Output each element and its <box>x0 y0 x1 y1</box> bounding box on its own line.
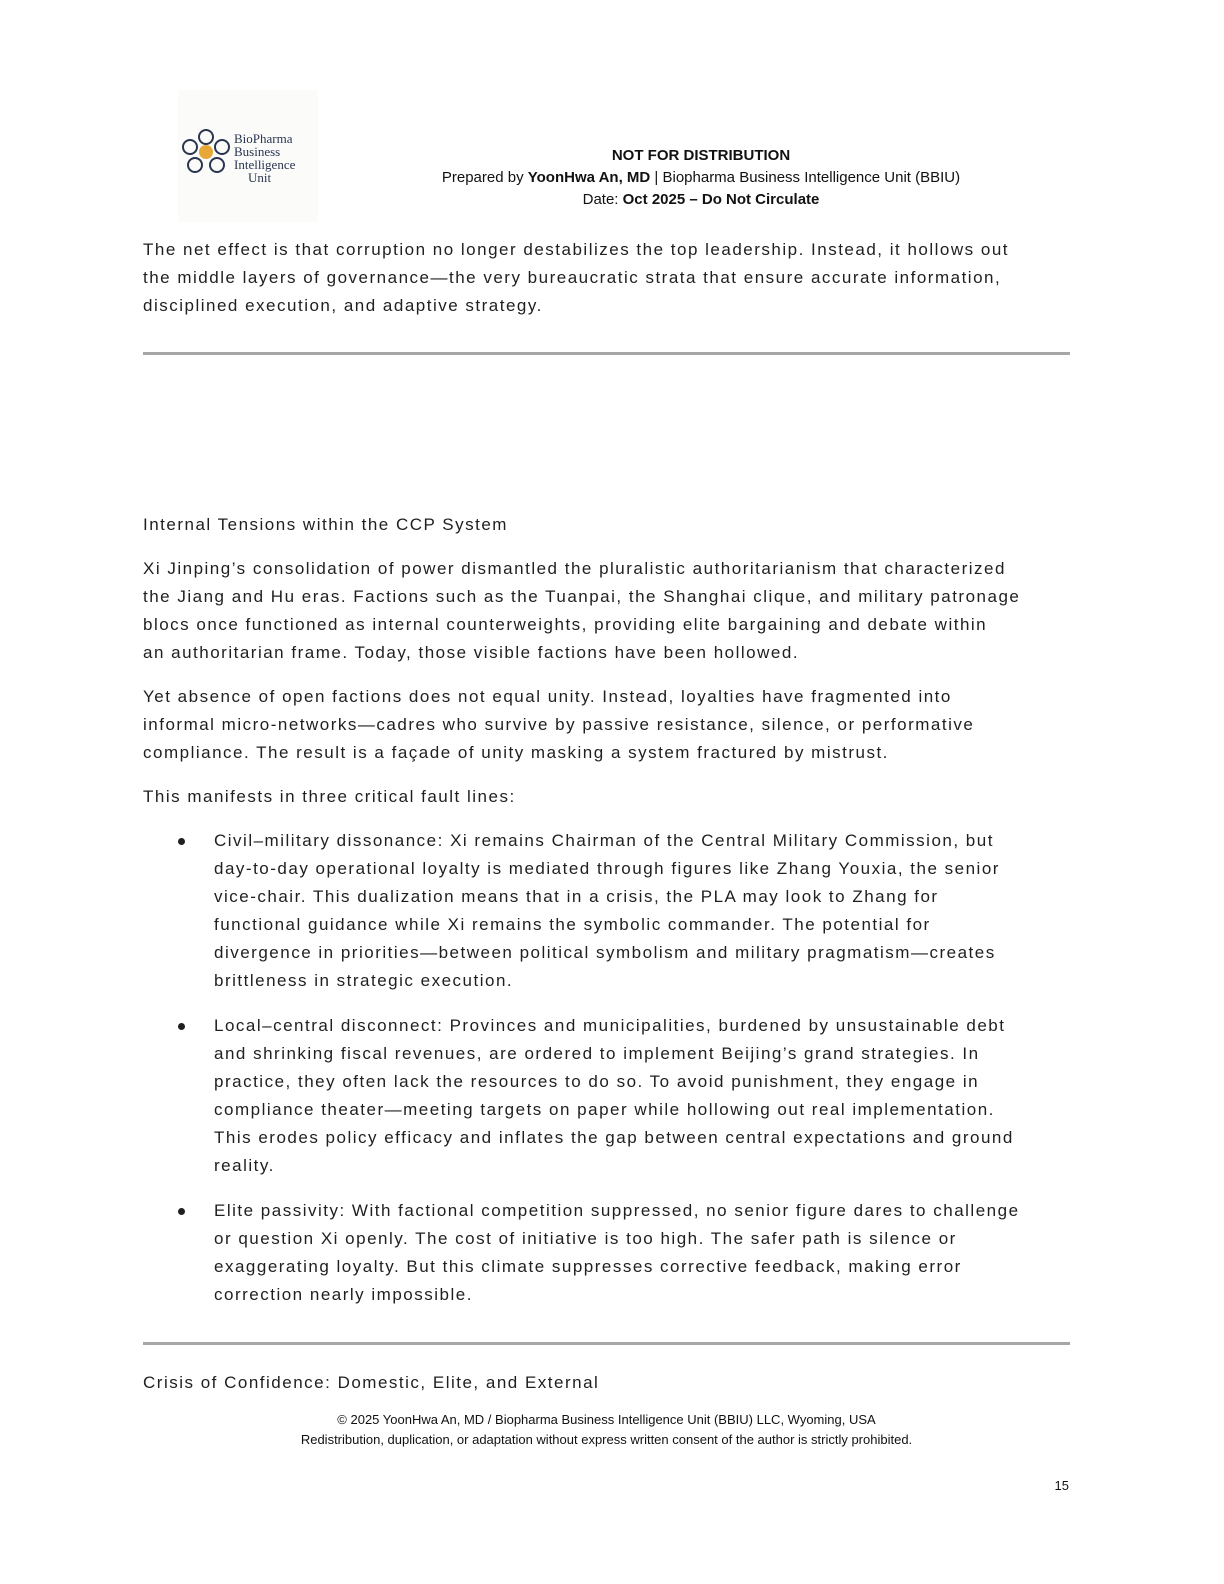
text-line: an authoritarian frame. Today, those visible factions have been hollowed. <box>143 643 800 662</box>
paragraph-unity <box>143 683 974 767</box>
text-line: Yet absence of open factions does not equal unity. Instead, loyalties have fragmented into <box>143 687 952 706</box>
text-line: divergence in priorities—between political symbolism and military pragmatism—creates <box>214 943 996 962</box>
text-line: the Jiang and Hu eras. Factions such as the Tuanpai, the Shanghai clique, and military patronage <box>143 587 1021 606</box>
section-divider <box>143 1342 1070 1345</box>
text-line: functional guidance while Xi remains the symbolic commander. The potential for <box>214 915 931 934</box>
list-item <box>143 1197 1020 1309</box>
prepared-suffix: | Biopharma Business Intelligence Unit (BBIU) <box>650 169 961 186</box>
text-line: day-to-day operational loyalty is mediated through figures like Zhang Youxia, the senior <box>214 859 1000 878</box>
text-line: and shrinking fiscal revenues, are ordered to implement Beijing’s grand strategies. In <box>214 1044 980 1063</box>
text-line: vice-chair. This dualization means that in a crisis, the PLA may look to Zhang for <box>214 887 939 906</box>
text-line: blocs once functioned as internal counterweights, providing elite bargaining and debate within <box>143 615 988 634</box>
section-title: Crisis of Confidence: Domestic, Elite, and External <box>143 1373 600 1392</box>
text-line: the middle layers of governance—the very bureaucratic strata that ensure accurate information, <box>143 268 1002 287</box>
bullet-icon <box>178 1023 185 1030</box>
text-line: compliance theater—meeting targets on paper while hollowing out real implementation. <box>214 1100 995 1119</box>
logo-line: Intelligence <box>234 157 296 172</box>
text-line: This manifests in three critical fault lines: <box>143 787 516 806</box>
redistribution-notice: Redistribution, duplication, or adaptation without express written consent of the author is strictly prohibited. <box>300 1432 913 1447</box>
text-line: Elite passivity: With factional competition suppressed, no senior figure dares to challenge <box>214 1201 1020 1220</box>
page-footer <box>143 1410 1070 1450</box>
distribution-notice: NOT FOR DISTRIBUTION <box>611 147 791 164</box>
text-line: Local–central disconnect: Provinces and municipalities, burdened by unsustainable debt <box>214 1016 1006 1035</box>
text-line: exaggerating loyalty. But this climate suppresses corrective feedback, making error <box>214 1257 962 1276</box>
date-prefix: Date: <box>582 191 623 208</box>
fault-lines-list <box>143 827 1020 1326</box>
date-value: Oct 2025 – Do Not Circulate <box>622 191 820 208</box>
section-heading <box>143 511 508 539</box>
text-line: practice, they often lack the resources to do so. To avoid punishment, they engage in <box>214 1072 980 1091</box>
company-logo <box>178 90 318 222</box>
text-line: This erodes policy efficacy and inflates the gap between central expectations and ground <box>214 1128 1014 1147</box>
text-line: Civil–military dissonance: Xi remains Chairman of the Central Military Commission, but <box>214 831 994 850</box>
copyright-line: © 2025 YoonHwa An, MD / Biopharma Business Intelligence Unit (BBIU) LLC, Wyoming, USA <box>337 1412 876 1427</box>
prepared-by-line <box>340 167 1062 189</box>
logo-line: BioPharma <box>234 131 293 146</box>
paragraph-fault-lines-intro <box>143 783 516 811</box>
logo-wordmark <box>234 132 295 184</box>
intro-paragraph <box>143 236 1009 320</box>
bullet-icon <box>178 838 185 845</box>
date-line <box>340 189 1062 211</box>
flower-network-icon <box>180 128 232 176</box>
list-item <box>143 827 1020 995</box>
text-line: reality. <box>214 1156 275 1175</box>
page-number: 15 <box>1054 1478 1069 1493</box>
text-line: Xi Jinping’s consolidation of power dismantled the pluralistic authoritarianism that characterized <box>143 559 1006 578</box>
text-line: The net effect is that corruption no longer destabilizes the top leadership. Instead, it hollows out <box>143 240 1010 259</box>
paragraph-factions <box>143 555 1020 667</box>
prepared-prefix: Prepared by <box>441 169 528 186</box>
document-header <box>340 145 1062 211</box>
logo-line: Business <box>234 144 281 159</box>
section-title: Internal Tensions within the CCP System <box>143 515 508 534</box>
bullet-icon <box>178 1208 185 1215</box>
logo-line: Unit <box>248 170 272 185</box>
text-line: correction nearly impossible. <box>214 1285 473 1304</box>
text-line: compliance. The result is a façade of unity masking a system fractured by mistrust. <box>143 743 889 762</box>
text-line: brittleness in strategic execution. <box>214 971 514 990</box>
next-section-heading <box>143 1369 599 1397</box>
list-item <box>143 1012 1020 1180</box>
author-name: YoonHwa An, MD <box>527 169 651 186</box>
text-line: disciplined execution, and adaptive strategy. <box>143 296 543 315</box>
section-divider <box>143 352 1070 355</box>
text-line: or question Xi openly. The cost of initiative is too high. The safer path is silence or <box>214 1229 957 1248</box>
text-line: informal micro-networks—cadres who survive by passive resistance, silence, or performative <box>143 715 975 734</box>
